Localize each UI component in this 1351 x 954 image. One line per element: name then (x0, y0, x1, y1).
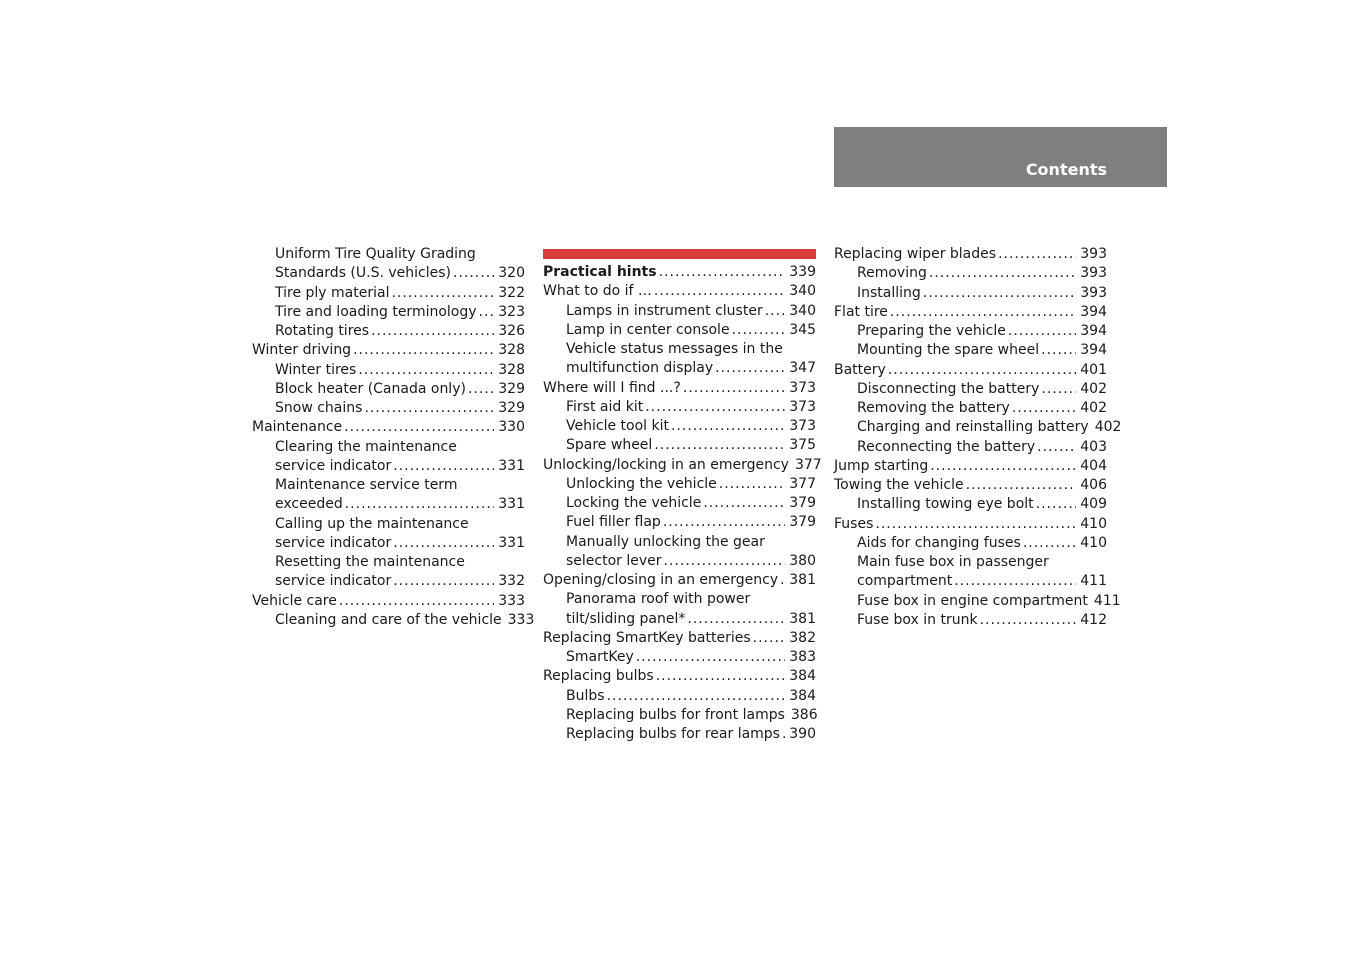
toc-entry-title: Bulbs (566, 687, 605, 704)
dot-leader (765, 302, 786, 321)
toc-entry[interactable] (543, 302, 816, 321)
toc-entry[interactable] (834, 495, 1107, 514)
toc-entry-page: 394 (1080, 323, 1107, 339)
dot-leader (890, 303, 1076, 322)
toc-entry[interactable] (252, 341, 525, 360)
toc-entry[interactable] (834, 611, 1107, 630)
toc-entry[interactable] (543, 648, 816, 667)
toc-entry-page: 328 (498, 342, 525, 359)
dot-leader (888, 361, 1076, 380)
dot-leader (930, 457, 1076, 476)
toc-entry-page: 390 (789, 726, 816, 742)
toc-entry-page: 331 (498, 496, 525, 513)
toc-entry-page: 333 (498, 592, 525, 609)
toc-entry-title: Snow chains (275, 400, 363, 416)
toc-entry[interactable] (543, 436, 816, 455)
dot-leader (715, 359, 785, 378)
toc-entry-title: Fuses (834, 515, 874, 532)
toc-entry[interactable] (543, 494, 816, 513)
dot-leader (923, 284, 1076, 303)
toc-entry-title: Disconnecting the battery (857, 380, 1040, 397)
toc-entry-page: 323 (498, 303, 525, 320)
toc-entry[interactable] (252, 399, 525, 418)
toc-entry-page: 403 (1080, 438, 1107, 455)
contents-header-box (834, 127, 1167, 187)
toc-entry-title: Lamp in center console (566, 321, 730, 338)
toc-entry[interactable] (252, 418, 525, 437)
dot-leader (1008, 322, 1076, 341)
toc-entry-title: Block heater (Canada only) (275, 380, 466, 397)
toc-entry-page: 377 (794, 456, 822, 473)
toc-entry[interactable] (834, 399, 1107, 418)
toc-entry-title: Jump starting (834, 457, 929, 474)
toc-entry[interactable] (252, 438, 525, 457)
toc-column-3 (834, 245, 1122, 630)
toc-entry-page: 384 (789, 687, 816, 704)
toc-entry-page: 412 (1080, 611, 1107, 628)
toc-entry-title: Aids for changing fuses (857, 534, 1021, 551)
toc-entry[interactable] (252, 322, 525, 341)
toc-entry-page: 409 (1080, 496, 1107, 513)
toc-entry[interactable] (543, 340, 816, 359)
toc-entry-title: Maintenance (252, 419, 343, 436)
toc-entry[interactable] (834, 380, 1107, 399)
toc-entry[interactable] (252, 592, 525, 611)
dot-leader (875, 515, 1076, 534)
toc-entry[interactable] (543, 359, 816, 378)
toc-entry-page: 331 (498, 457, 525, 474)
toc-entry[interactable] (252, 380, 525, 399)
toc-entry-title: tilt/sliding panel* (566, 610, 686, 627)
toc-entry-page: 384 (789, 668, 816, 685)
toc-entry-page: 329 (498, 380, 525, 397)
toc-entry-title: Resetting the maintenance (275, 554, 465, 570)
toc-entry-page: 410 (1080, 534, 1107, 551)
dot-leader (683, 379, 785, 398)
dot-leader (753, 629, 786, 648)
dot-leader (636, 648, 786, 667)
dot-leader (393, 534, 494, 553)
toc-entry-title: Cleaning and care of the vehicle (275, 611, 502, 628)
toc-entry-page: 404 (1080, 457, 1107, 474)
toc-entry[interactable] (834, 553, 1107, 572)
toc-entry-page: 345 (789, 321, 816, 338)
toc-entry-title: Vehicle status messages in the (566, 341, 783, 357)
toc-entry[interactable] (834, 284, 1107, 303)
toc-entry-title: Flat tire (834, 303, 888, 320)
toc-entry-page: 339 (789, 264, 816, 280)
toc-entry[interactable] (252, 515, 525, 534)
toc-entry-title: Replacing bulbs for rear lamps (566, 726, 780, 742)
toc-entry-page: 410 (1080, 515, 1107, 532)
toc-entry[interactable] (543, 456, 822, 475)
toc-entry-page: 411 (1093, 592, 1121, 609)
toc-entry-title: Where will I find ...? (543, 379, 681, 396)
dot-leader (393, 457, 494, 476)
dot-leader (966, 476, 1077, 495)
toc-entry-title: Locking the vehicle (566, 495, 702, 511)
toc-entry-title: Tire ply material (275, 284, 390, 301)
toc-entry-title: Battery (834, 361, 886, 378)
toc-entry[interactable] (543, 725, 816, 744)
toc-entry-title: Removing (857, 265, 927, 282)
toc-entry[interactable] (543, 687, 816, 706)
toc-entry-page: 320 (498, 265, 525, 282)
toc-entry-title: compartment (857, 573, 953, 590)
toc-entry[interactable] (834, 361, 1107, 380)
toc-entry-page: 375 (789, 437, 816, 454)
toc-entry-page: 373 (789, 398, 816, 415)
toc-entry-title: Installing (857, 284, 921, 301)
toc-entry-page: 393 (1080, 246, 1107, 262)
toc-entry-title: Mounting the spare wheel (857, 342, 1040, 359)
toc-entry-title: Standards (U.S. vehicles) (275, 265, 451, 282)
dot-leader (393, 572, 494, 591)
toc-entry-title: Replacing SmartKey batteries (543, 629, 751, 646)
toc-entry[interactable] (543, 571, 816, 590)
toc-entry[interactable] (834, 515, 1107, 534)
toc-entry[interactable] (834, 245, 1107, 264)
toc-entry[interactable] (252, 264, 525, 283)
toc-entry-page: 377 (789, 475, 816, 492)
toc-entry-page: 332 (498, 573, 525, 590)
toc-entry[interactable] (543, 706, 816, 725)
toc-entry[interactable] (834, 264, 1107, 283)
toc-entry-title: Replacing wiper blades (834, 246, 997, 262)
toc-entry-title: Opening/closing in an emergency (543, 572, 779, 588)
toc-entry[interactable] (252, 457, 525, 476)
toc-entry-page: 383 (789, 649, 816, 665)
toc-entry-page: 381 (789, 572, 816, 588)
toc-entry[interactable] (543, 417, 816, 436)
dot-leader (479, 303, 495, 322)
toc-entry-title: Fuse box in engine compartment (857, 592, 1088, 609)
dot-leader (998, 245, 1076, 264)
dot-leader (391, 284, 494, 303)
toc-entry-title: Clearing the maintenance (275, 438, 457, 455)
dot-leader (364, 399, 494, 418)
toc-entry-title: service indicator (275, 534, 392, 551)
toc-entry-page: 406 (1080, 477, 1107, 493)
toc-entry-title: Replacing bulbs (543, 668, 654, 685)
dot-leader (1036, 495, 1077, 514)
toc-entry[interactable] (252, 553, 525, 572)
toc-entry[interactable] (543, 398, 816, 417)
toc-entry[interactable] (834, 534, 1107, 553)
section-accent-bar (543, 249, 816, 259)
dot-leader (659, 263, 786, 282)
dot-leader (1023, 534, 1076, 553)
dot-leader (1037, 438, 1076, 457)
toc-entry[interactable] (834, 457, 1107, 476)
toc-entry[interactable] (834, 341, 1107, 360)
toc-entry-page: 328 (498, 361, 525, 378)
dot-leader (656, 667, 786, 686)
toc-entry-page: 382 (789, 629, 816, 646)
dot-leader (358, 361, 494, 380)
toc-entry[interactable] (543, 552, 816, 571)
dot-leader (687, 610, 785, 629)
toc-entry-title: Panorama roof with power (566, 591, 751, 608)
dot-leader (929, 264, 1076, 283)
toc-entry-page: 402 (1080, 400, 1107, 416)
toc-entry[interactable] (834, 322, 1107, 341)
toc-entry-title: Fuse box in trunk (857, 611, 978, 628)
dot-leader (345, 495, 495, 514)
toc-entry-page: 393 (1080, 284, 1107, 301)
toc-entry-page: 340 (789, 283, 816, 300)
toc-entry[interactable] (252, 534, 525, 553)
toc-entry-title: Replacing bulbs for front lamps (566, 706, 785, 723)
toc-entry[interactable] (543, 533, 816, 552)
toc-entry-page: 394 (1080, 342, 1107, 359)
toc-entry[interactable] (543, 475, 816, 494)
dot-leader (732, 321, 786, 340)
toc-entry-title: Charging and reinstalling battery (857, 419, 1089, 436)
toc-entry[interactable] (543, 610, 816, 629)
toc-entry-title: Vehicle care (252, 592, 337, 609)
toc-entry-page: 386 (790, 706, 818, 723)
toc-entry-title: Manually unlocking the gear (566, 533, 765, 550)
toc-entry-title: multifunction display (566, 360, 714, 377)
toc-entry-page: 373 (789, 418, 816, 434)
toc-entry[interactable] (834, 418, 1122, 437)
toc-entry-title: service indicator (275, 457, 392, 474)
toc-entry-page: 411 (1080, 573, 1107, 590)
toc-entry[interactable] (252, 245, 525, 264)
toc-entry[interactable] (834, 572, 1107, 591)
toc-entry-page: 393 (1080, 265, 1107, 282)
toc-entry-page: 329 (498, 400, 525, 416)
toc-entry[interactable] (834, 592, 1121, 611)
dot-leader (1041, 341, 1076, 360)
toc-entry[interactable] (834, 438, 1107, 457)
toc-entry-page: 379 (789, 495, 816, 511)
toc-entry-page: 331 (498, 534, 525, 551)
toc-entry-page: 347 (789, 360, 816, 377)
toc-entry-page: 333 (507, 611, 535, 628)
dot-leader (371, 322, 494, 341)
dot-leader (782, 725, 785, 744)
toc-entry-title: Rotating tires (275, 323, 370, 339)
dot-leader (339, 592, 494, 611)
toc-entry-page: 326 (498, 323, 525, 339)
toc-entry-page: 330 (498, 419, 525, 436)
dot-leader (663, 513, 785, 532)
toc-entry-page: 394 (1080, 303, 1107, 320)
toc-entry[interactable] (543, 667, 816, 686)
toc-entry-title: Installing towing eye bolt (857, 496, 1034, 513)
toc-entry[interactable] (252, 284, 525, 303)
toc-entry-page: 322 (498, 284, 525, 301)
dot-leader (607, 687, 786, 706)
toc-entry[interactable] (543, 513, 816, 532)
page-title: Contents (1025, 160, 1107, 179)
toc-entry-page: 380 (789, 552, 816, 569)
toc-entry[interactable] (834, 476, 1107, 495)
dot-leader (719, 475, 785, 494)
toc-column-2 (543, 263, 822, 744)
dot-leader (780, 571, 785, 590)
toc-entry-title: Reconnecting the battery (857, 438, 1036, 455)
toc-entry[interactable] (543, 321, 816, 340)
toc-entry-title: Unlocking/locking in an emergency (543, 456, 789, 473)
toc-entry-title: What to do if … (543, 283, 652, 300)
toc-column-1 (252, 245, 535, 630)
toc-entry-page: 373 (789, 379, 816, 396)
toc-entry-title: Uniform Tire Quality Grading (275, 246, 476, 262)
toc-entry[interactable] (252, 611, 535, 630)
toc-entry[interactable] (543, 379, 816, 398)
toc-entry[interactable] (543, 590, 816, 609)
toc-entry[interactable] (252, 361, 525, 380)
toc-entry[interactable] (252, 495, 525, 514)
toc-entry-title: Calling up the maintenance (275, 515, 469, 532)
toc-entry-title: service indicator (275, 573, 392, 590)
toc-entry-title: Removing the battery (857, 400, 1010, 416)
toc-entry-title: Vehicle tool kit (566, 418, 669, 434)
toc-entry-title: Winter driving (252, 342, 352, 359)
toc-entry-title: Winter tires (275, 361, 357, 378)
toc-entry[interactable] (543, 282, 816, 301)
toc-entry-title: Unlocking the vehicle (566, 475, 717, 492)
toc-entry[interactable] (252, 303, 525, 322)
dot-leader (954, 572, 1076, 591)
toc-entry-title: Maintenance service term (275, 477, 458, 493)
dot-leader (453, 264, 494, 283)
toc-entry-page: 401 (1080, 361, 1107, 378)
toc-entry-title: Main fuse box in passenger (857, 554, 1049, 570)
dot-leader (671, 417, 785, 436)
toc-entry-page: 379 (789, 514, 816, 531)
dot-leader (980, 611, 1077, 630)
toc-entry-title: Lamps in instrument cluster (566, 302, 763, 319)
dot-leader (654, 282, 785, 301)
toc-entry-title: selector lever (566, 552, 662, 569)
dot-leader (1012, 399, 1076, 418)
toc-entry-page: 402 (1094, 419, 1122, 436)
dot-leader (703, 494, 785, 513)
dot-leader (654, 436, 785, 455)
toc-entry-title: Practical hints (543, 264, 657, 280)
toc-entry-title: Tire and loading terminology (275, 303, 477, 320)
toc-entry[interactable] (834, 303, 1107, 322)
toc-entry-title: SmartKey (566, 649, 634, 665)
toc-entry[interactable] (252, 476, 525, 495)
toc-entry-title: First aid kit (566, 398, 644, 415)
toc-entry-title: Preparing the vehicle (857, 323, 1006, 339)
toc-entry-page: 402 (1080, 380, 1107, 397)
dot-leader (344, 418, 494, 437)
dot-leader (664, 552, 786, 571)
dot-leader (1041, 380, 1076, 399)
toc-entry-title: Fuel filler flap (566, 514, 661, 531)
dot-leader (645, 398, 785, 417)
toc-entry-title: exceeded (275, 496, 343, 513)
toc-entry[interactable] (252, 572, 525, 591)
toc-entry-title: Towing the vehicle (834, 477, 964, 493)
toc-entry-page: 340 (789, 302, 816, 319)
dot-leader (468, 380, 494, 399)
toc-entry[interactable] (543, 629, 816, 648)
toc-entry[interactable] (543, 263, 816, 282)
toc-entry-title: Spare wheel (566, 437, 653, 454)
toc-entry-page: 381 (789, 610, 816, 627)
dot-leader (353, 341, 494, 360)
